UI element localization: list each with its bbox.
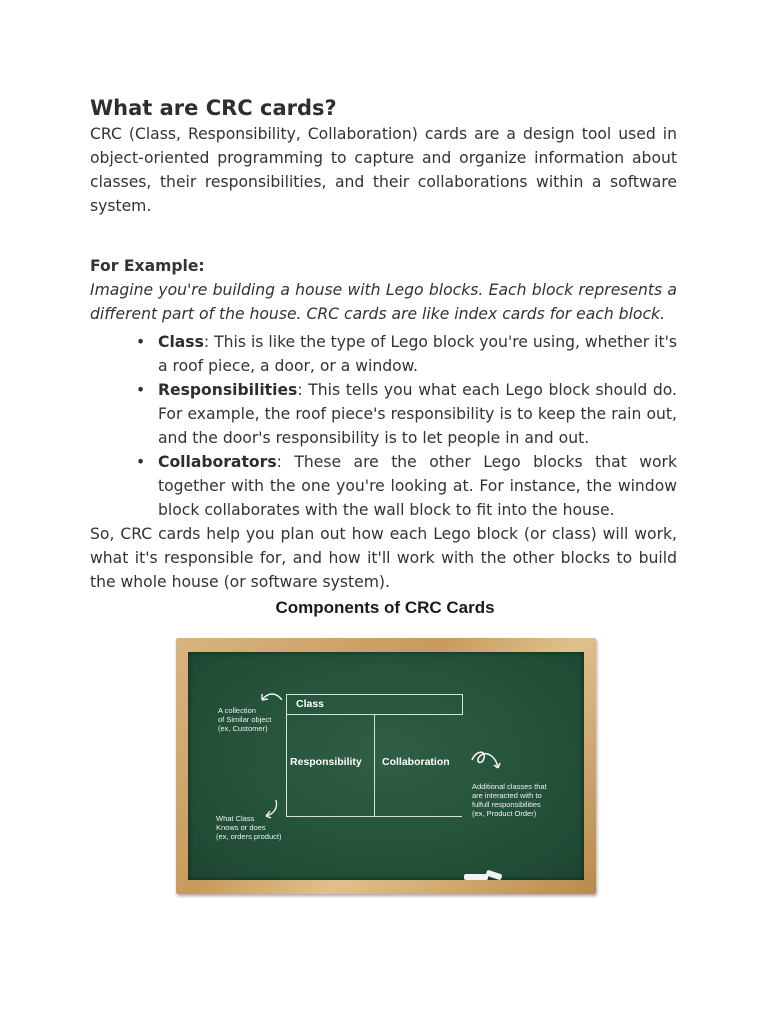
card-left-border [286, 694, 287, 817]
collaboration-note: Additional classes that are interacted with to fulfull responsibilities (ex, Product Order) [472, 782, 547, 818]
list-item-responsibilities [136, 378, 677, 450]
spacer [90, 218, 677, 254]
list-text: : These are the other Lego blocks that work together with the one you're looking at. For instance, the window block collaborates with the wall block to fit into the house. [158, 453, 677, 519]
chalkboard-frame [176, 638, 596, 894]
crc-figure [165, 596, 605, 902]
list-term: Responsibilities [158, 381, 298, 399]
page-title: What are CRC cards? [90, 96, 337, 120]
intro-paragraph: CRC (Class, Responsibility, Collaboration) cards are a design tool used in object-oriented programming to capture and organize information about classes, their responsibilities, and their collaborations within a software system. [90, 125, 677, 215]
list-text: : This tells you what each Lego block should do. For example, the roof piece's responsibility is to keep the rain out, and the door's responsibility is to let people in and out. [158, 381, 677, 447]
chalk-piece [464, 874, 488, 880]
curved-arrow-icon [258, 690, 284, 706]
card-top-border [286, 694, 462, 695]
loop-arrow-icon [470, 746, 504, 774]
component-list [90, 330, 677, 522]
example-text: Imagine you're building a house with Lego blocks. Each block represents a different part of the house. CRC cards are like index cards for each block. [90, 281, 677, 323]
list-term: Class [158, 333, 204, 351]
class-note: A collection of Similar object (ex, Customer) [218, 706, 272, 733]
responsibility-label: Responsibility [290, 756, 362, 768]
class-label: Class [296, 698, 325, 710]
list-term: Collaborators [158, 453, 277, 471]
example-heading: For Example: [90, 257, 205, 275]
collaboration-label: Collaboration [382, 756, 450, 768]
chalkboard [188, 652, 584, 880]
card-middle-divider [374, 714, 375, 817]
figure-title: Components of CRC Cards [275, 598, 495, 617]
curved-arrow-icon [260, 798, 282, 820]
summary-paragraph: So, CRC cards help you plan out how each Lego block (or class) will work, what it's responsible for, and how it'll work with the other blocks to build the whole house (or software system). [90, 525, 677, 591]
bullet-icon: • [136, 381, 146, 399]
bullet-icon: • [136, 333, 146, 351]
list-item-collaborators [136, 450, 677, 522]
list-text: : This is like the type of Lego block you're using, whether it's a roof piece, a door, or a window. [158, 333, 677, 375]
list-item-class [136, 330, 677, 378]
card-right-border [462, 694, 463, 715]
bullet-icon: • [136, 453, 146, 471]
responsibility-note: What Class Knows or does (ex, orders product) [216, 814, 282, 841]
document-page [90, 94, 677, 594]
